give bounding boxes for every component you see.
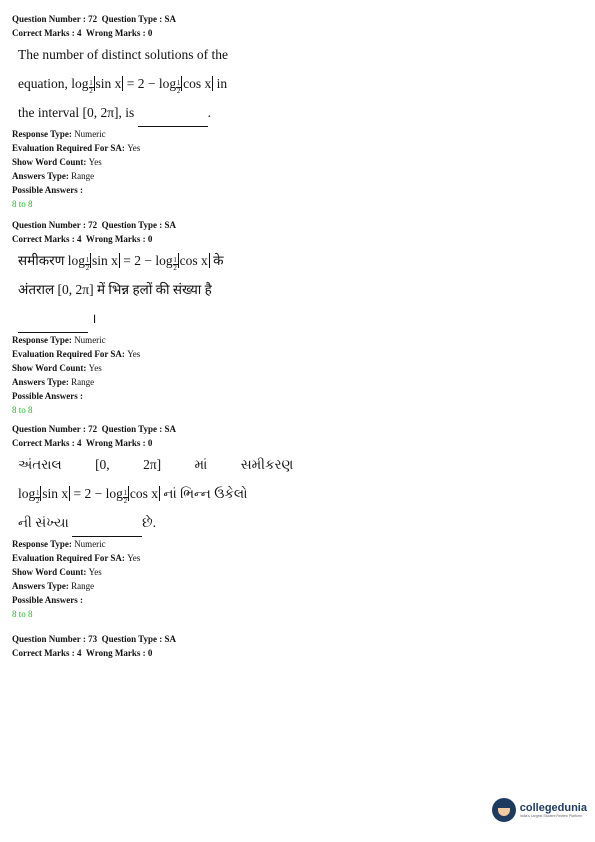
question-header xyxy=(12,632,572,646)
value: Numeric xyxy=(74,129,106,139)
question-block-next xyxy=(12,632,572,660)
text-equation-word: equation, xyxy=(18,76,68,91)
question-line-3 xyxy=(18,508,572,537)
question-line-3: the interval [0, 2π], is . xyxy=(18,98,572,127)
fraction-num: 1 xyxy=(123,489,128,497)
fraction-num: 1 xyxy=(85,256,90,264)
answer-blank xyxy=(18,320,88,333)
text-che: છે. xyxy=(142,515,156,530)
question-number: Question Number : 72 xyxy=(12,220,98,230)
mascot-icon xyxy=(492,798,516,822)
fraction-den: 2 xyxy=(89,87,93,95)
label: Show Word Count: xyxy=(12,567,87,577)
label: Response Type: xyxy=(12,335,72,345)
answer-blank xyxy=(72,524,142,537)
collegedunia-logo xyxy=(492,798,587,822)
question-block-hindi xyxy=(12,218,572,417)
question-line-1 xyxy=(18,246,572,275)
question-text xyxy=(18,246,572,333)
question-header xyxy=(12,218,572,232)
response-type xyxy=(12,537,572,551)
value: Yes xyxy=(88,363,102,373)
wrong-marks: Wrong Marks : 0 xyxy=(85,28,153,38)
label: Answers Type: xyxy=(12,581,69,591)
evaluation-required xyxy=(12,551,572,565)
fraction xyxy=(173,257,178,272)
question-type: Question Type : SA xyxy=(101,14,177,24)
value: Yes xyxy=(88,157,102,167)
text-in: in xyxy=(216,76,228,91)
brand-name: collegedunia xyxy=(519,801,587,814)
answer-blank xyxy=(138,114,208,127)
log-word: log xyxy=(67,253,85,268)
answers-type xyxy=(12,169,572,183)
label: Show Word Count: xyxy=(12,363,87,373)
question-number: Question Number : 73 xyxy=(12,634,98,644)
log-word: log xyxy=(155,253,173,268)
wrong-marks: Wrong Marks : 0 xyxy=(85,648,153,658)
brand-tagline: India's Largest Student Review Platform xyxy=(519,813,582,818)
text-ukelo: નાં ભિન્ન ઉકેલો xyxy=(163,486,248,501)
question-block-english xyxy=(12,12,572,211)
text-samikaran: સમીકરણ xyxy=(240,457,294,472)
log-word: log xyxy=(158,76,177,91)
possible-answers-label: Possible Answers : xyxy=(12,595,84,605)
text-danda: । xyxy=(91,311,97,326)
value: Yes xyxy=(127,143,141,153)
correct-marks: Correct Marks : 4 xyxy=(12,234,82,244)
possible-answers-label: Possible Answers : xyxy=(12,185,84,195)
question-line-3 xyxy=(18,304,572,333)
equation xyxy=(67,253,213,272)
question-text xyxy=(18,450,572,537)
log-word: log xyxy=(71,76,89,91)
question-block-gujarati xyxy=(12,422,572,621)
abs-cos: cos x xyxy=(179,253,208,268)
label: Evaluation Required For SA: xyxy=(12,349,125,359)
text-interval: the interval [0, 2π], is xyxy=(18,105,135,120)
answers-type xyxy=(12,375,572,389)
show-word-count xyxy=(12,361,572,375)
possible-answers-value: 8 to 8 xyxy=(12,609,33,619)
evaluation-required xyxy=(12,141,572,155)
show-word-count xyxy=(12,565,572,579)
possible-answers-label: Possible Answers : xyxy=(12,391,84,401)
abs-sin: sin x xyxy=(92,253,118,268)
wrong-marks: Wrong Marks : 0 xyxy=(85,438,153,448)
fraction-num: 1 xyxy=(173,256,177,264)
question-type: Question Type : SA xyxy=(101,220,177,230)
text-antral: અંતરાલ xyxy=(18,457,62,472)
evaluation-required xyxy=(12,347,572,361)
label: Evaluation Required For SA: xyxy=(12,143,125,153)
question-type: Question Type : SA xyxy=(101,634,177,644)
abs-sin: sin x xyxy=(95,76,122,91)
equals-part: = 2 − xyxy=(126,76,156,91)
question-line-2 xyxy=(18,69,572,98)
value: Range xyxy=(71,377,95,387)
fraction-den: 2 xyxy=(176,87,181,95)
wrong-marks: Wrong Marks : 0 xyxy=(85,234,153,244)
fraction-den: 2 xyxy=(36,497,40,505)
question-line-1: The number of distinct solutions of the xyxy=(18,47,228,62)
question-line-2 xyxy=(18,479,572,508)
abs-cos: cos x xyxy=(129,486,159,501)
text-maa: માં xyxy=(194,457,208,472)
fraction xyxy=(89,80,94,95)
possible-answers-value: 8 to 8 xyxy=(12,405,33,415)
question-number: Question Number : 72 xyxy=(12,424,98,434)
correct-marks: Correct Marks : 4 xyxy=(12,648,82,658)
label: Answers Type: xyxy=(12,171,69,181)
value: Yes xyxy=(127,553,141,563)
label: Answers Type: xyxy=(12,377,69,387)
value: Yes xyxy=(127,349,141,359)
text-interval-end: 2π] xyxy=(143,457,162,472)
fraction-den: 2 xyxy=(173,264,177,272)
label: Evaluation Required For SA: xyxy=(12,553,125,563)
fraction-den: 2 xyxy=(85,264,90,272)
possible-answers-value: 8 to 8 xyxy=(12,199,33,209)
question-text xyxy=(18,40,572,127)
question-header xyxy=(12,12,572,26)
equation xyxy=(71,76,216,95)
text-ke: के xyxy=(213,253,224,268)
correct-marks: Correct Marks : 4 xyxy=(12,438,82,448)
abs-cos: cos x xyxy=(183,76,212,91)
logo-text xyxy=(520,802,587,819)
question-type: Question Type : SA xyxy=(101,424,177,434)
log-word: log xyxy=(18,486,36,501)
abs-sin: sin x xyxy=(42,486,69,501)
label: Response Type: xyxy=(12,129,72,139)
correct-marks: Correct Marks : 4 xyxy=(12,28,82,38)
fraction-num: 1 xyxy=(176,79,181,87)
fraction-den: 2 xyxy=(123,497,128,505)
answers-type xyxy=(12,579,572,593)
question-number: Question Number : 72 xyxy=(12,14,98,24)
equation xyxy=(18,486,163,505)
marks-line xyxy=(12,646,572,660)
equals-part: = 2 − xyxy=(73,486,103,501)
response-type xyxy=(12,333,572,347)
value: Numeric xyxy=(74,335,106,345)
marks-line xyxy=(12,232,572,246)
fraction-num: 1 xyxy=(36,489,40,497)
question-line-2: अंतराल [0, 2π] में भिन्न हलों की संख्या है xyxy=(18,282,212,297)
equals-part: = 2 − xyxy=(123,253,152,268)
marks-line xyxy=(12,26,572,40)
text-sankhya: ની સંખ્યા xyxy=(18,515,69,530)
show-word-count xyxy=(12,155,572,169)
fraction-num: 1 xyxy=(89,79,93,87)
log-word: log xyxy=(105,486,123,501)
response-type xyxy=(12,127,572,141)
value: Numeric xyxy=(74,539,106,549)
value: Range xyxy=(71,581,95,591)
question-line-1 xyxy=(18,450,572,479)
text-samikaran: समीकरण xyxy=(18,253,65,268)
label: Show Word Count: xyxy=(12,157,87,167)
question-header xyxy=(12,422,572,436)
text-interval-start: [0, xyxy=(95,457,110,472)
label: Response Type: xyxy=(12,539,72,549)
value: Range xyxy=(71,171,95,181)
value: Yes xyxy=(88,567,102,577)
marks-line xyxy=(12,436,572,450)
